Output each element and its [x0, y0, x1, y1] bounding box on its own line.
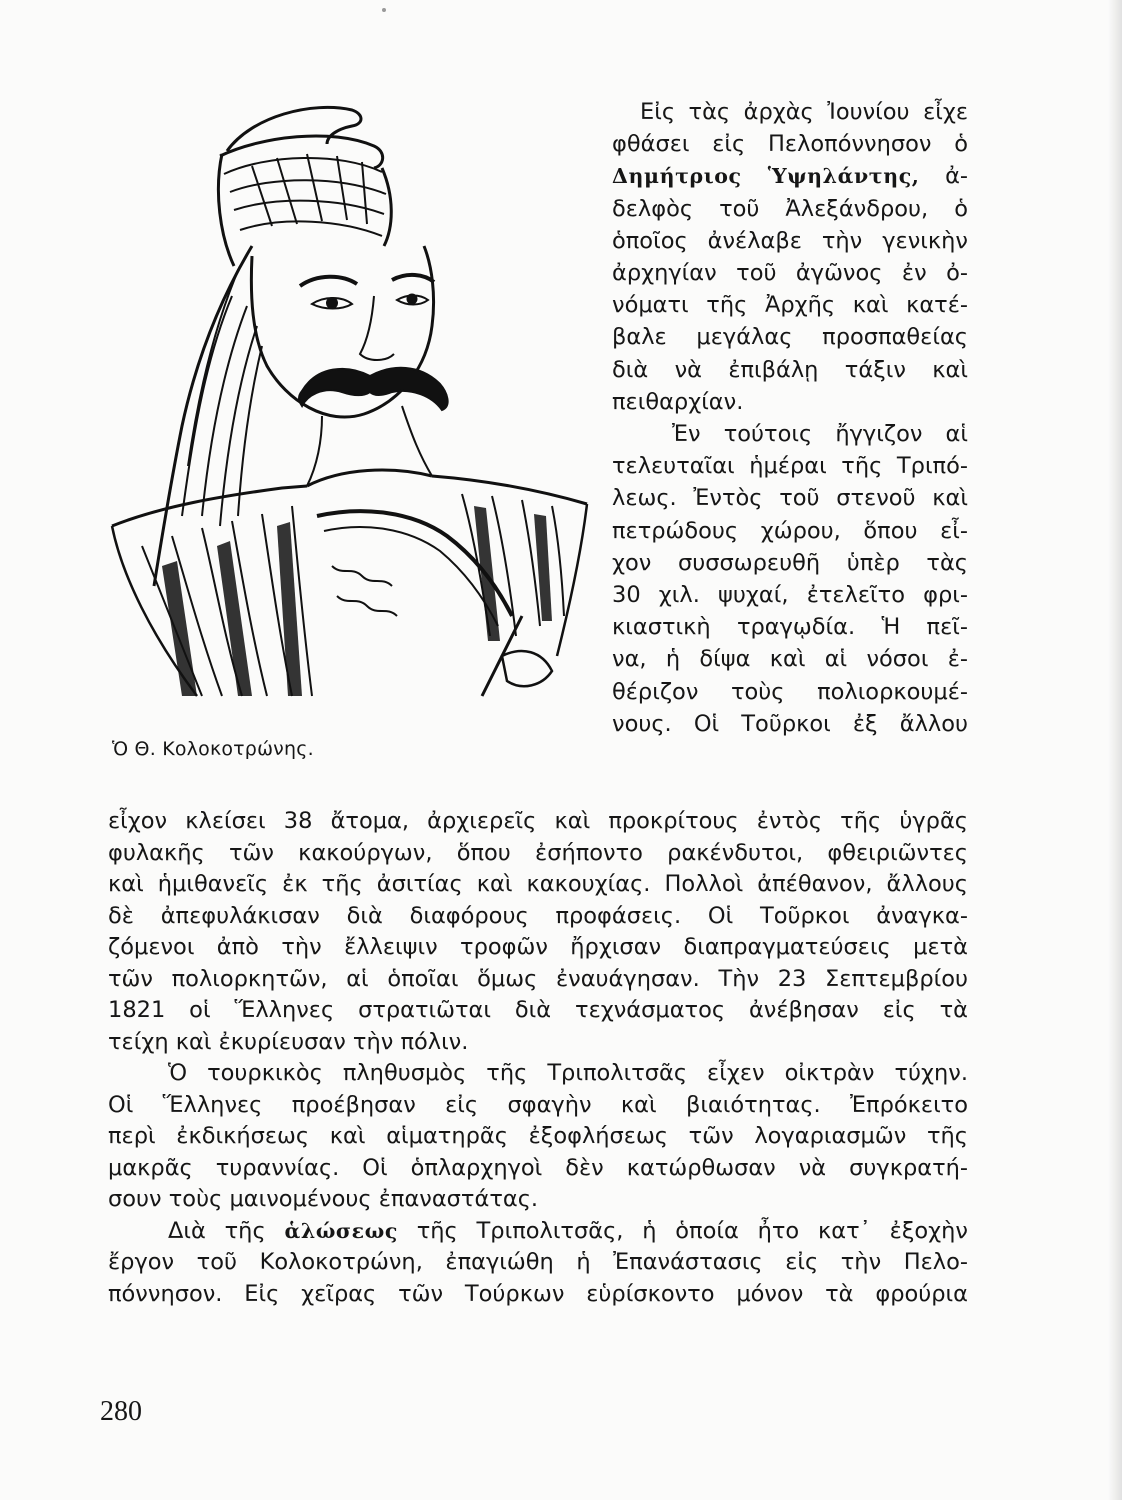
text-line: καὶ ἡμιθανεῖς ἐκ τῆς ἀσιτίας καὶ κακουχίας. Πολλοὶ ἀπέθανον, ἄλλους — [108, 871, 968, 897]
text-line: κιαστικὴ τραγῳδία. Ἡ πεῖ- — [612, 614, 968, 641]
text-line: τελευταῖαι ἡμέραι τῆς Τριπό- — [612, 453, 968, 480]
portrait-drawing — [102, 96, 602, 708]
text-line: 30 χιλ. ψυχαί, ἐτελεῖτο φρι- — [612, 582, 968, 609]
text-fragment: ἀ- — [945, 163, 969, 190]
text-line: φυλακῆς τῶν κακούργων, ὅπου ἐσήποντο ρακένδυτοι, φθειριῶντες — [108, 839, 968, 866]
text-line: τῶν πολιορκητῶν, αἱ ὁποῖαι ὅμως ἐναυάγησαν. Τὴν 23 Σεπτεμβρίου — [108, 965, 968, 992]
body-text — [108, 806, 968, 1310]
text-line-bold-word — [108, 1216, 968, 1248]
text-line: μακρᾶς τυραννίας. Οἱ ὁπλαρχηγοὶ δὲν κατώρθωσαν νὰ συγκρατή- — [108, 1154, 968, 1181]
text-line: πειθαρχίαν. — [612, 388, 744, 415]
text-line: χον συσσωρευθῆ ὑπὲρ τὰς — [612, 549, 968, 576]
text-line: διὰ νὰ ἐπιβάλῃ τάξιν καὶ — [612, 356, 968, 383]
text-line: περὶ ἐκδικήσεως καὶ αἱματηρᾶς ἐξοφλήσεως τῶν λογαριασμῶν τῆς — [108, 1123, 968, 1149]
text-line: πόννησον. Εἰς χεῖρας τῶν Τούρκων εὑρίσκοντο μόνον τὰ φρούρια — [108, 1280, 968, 1307]
bold-word: ἁλώσεως — [284, 1218, 398, 1243]
text-line: πετρώδους χώρου, ὅπου εἶ- — [612, 517, 968, 544]
text-line: ἀρχηγίαν τοῦ ἀγῶνος ἐν ὀ- — [612, 260, 968, 287]
text-line: τείχη καὶ ἐκυρίευσαν τὴν πόλιν. — [108, 1028, 469, 1055]
page-edge-shadow — [1108, 0, 1122, 1500]
text-line-bold-name — [612, 160, 968, 192]
text-fragment: τῆς Τριπολιτσᾶς, ἡ ὁποία ἦτο κατ᾽ ἐξοχὴν — [416, 1217, 968, 1244]
text-line: νους. Οἱ Τοῦρκοι ἐξ ἄλλου — [612, 710, 968, 737]
text-line: φθάσει εἰς Πελοπόννησον ὁ — [612, 131, 968, 158]
print-speck — [382, 8, 386, 12]
text-line: ἔργον τοῦ Κολοκοτρώνη, ἐπαγιώθη ἡ Ἐπανάστασις εἰς τὴν Πελο- — [108, 1249, 968, 1275]
text-line: σουν τοὺς μαινομένους ἐπαναστάτας. — [108, 1186, 539, 1212]
text-line: ζόμενοι ἀπὸ τὴν ἔλλειψιν τροφῶν ἤρχισαν διαπραγματεύσεις μετὰ — [108, 934, 968, 960]
text-line: Ὁ τουρκικὸς πληθυσμὸς τῆς Τριπολιτσᾶς εἶχεν οἰκτρὰν τύχην. — [168, 1060, 968, 1086]
text-fragment: Διὰ τῆς — [168, 1217, 266, 1244]
figure-caption: Ὁ Θ. Κολοκοτρώνης. — [112, 738, 314, 760]
text-line: νόματι τῆς Ἀρχῆς καὶ κατέ- — [612, 292, 968, 319]
page-number: 280 — [100, 1396, 142, 1427]
text-line: βαλε μεγάλας προσπαθείας — [612, 324, 968, 351]
text-line: 1821 οἱ Ἕλληνες στρατιῶται διὰ τεχνάσματος ἀνέβησαν εἰς τὰ — [108, 997, 968, 1023]
wrapped-text-column — [612, 96, 968, 740]
text-line: ὁποῖος ἀνέλαβε τὴν γενικὴν — [612, 227, 968, 254]
text-line: δελφὸς τοῦ Ἀλεξάνδρου, ὁ — [612, 195, 968, 222]
text-line: εἶχον κλείσει 38 ἄτομα, ἀρχιερεῖς καὶ προκρίτους ἐντὸς τῆς ὑγρᾶς — [108, 808, 968, 834]
text-line: Εἰς τὰς ἀρχὰς Ἰουνίου εἶχε — [640, 99, 968, 125]
text-line: Ἐν τούτοις ἤγγιζον αἱ — [672, 421, 968, 448]
text-line: λεως. Ἐντὸς τοῦ στενοῦ καὶ — [612, 485, 968, 512]
text-line: Οἱ Ἕλληνες προέβησαν εἰς σφαγὴν καὶ βιαιότητας. Ἐπρόκειτο — [108, 1091, 968, 1118]
text-line: δὲ ἀπεφυλάκισαν διὰ διαφόρους προφάσεις. Οἱ Τοῦρκοι ἀναγκα- — [108, 902, 968, 929]
portrait-engraving — [102, 96, 602, 708]
text-line: θέριζον τοὺς πολιορκουμέ- — [612, 678, 968, 705]
bold-name: Δημήτριος Ὑψηλάντης, — [612, 164, 920, 189]
text-line: να, ἡ δίψα καὶ αἱ νόσοι ἐ- — [612, 646, 968, 673]
